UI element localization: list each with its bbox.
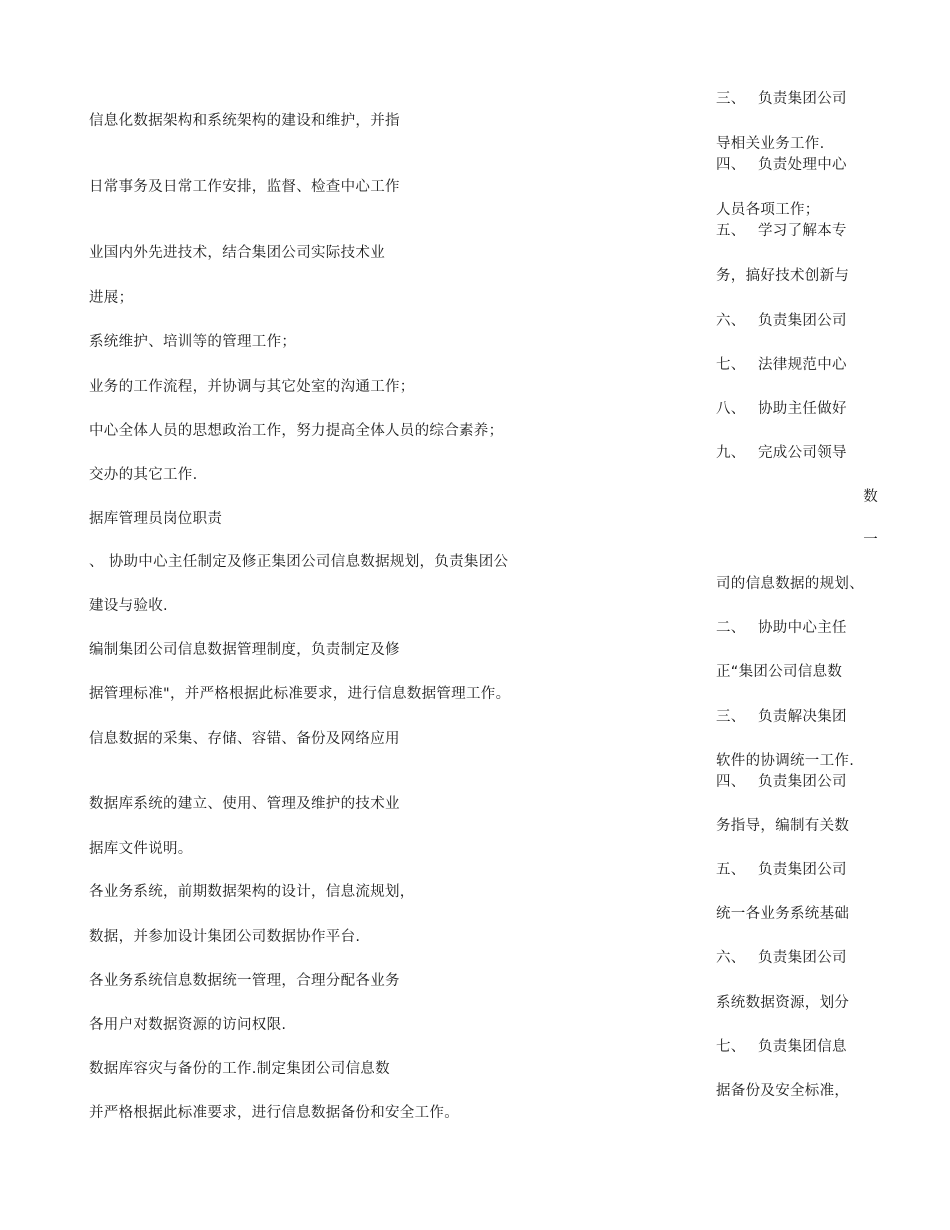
item-number: 三、 — [716, 91, 746, 107]
item-number: 七、 — [716, 1039, 746, 1055]
left-line: 、 协助中心主任制定及修正集团公司信息数据规划，负责集团公 — [89, 554, 509, 570]
left-line: 据库文件说明。 — [89, 841, 193, 857]
right-fragment: 数 — [863, 489, 878, 505]
left-line: 进展； — [89, 290, 134, 306]
right-numbered-item — [716, 222, 847, 240]
item-text: 完成公司领导 — [758, 445, 847, 461]
item-number: 五、 — [716, 223, 746, 239]
right-numbered-item — [716, 444, 847, 462]
left-line: 各用户对数据资源的访问权限. — [89, 1017, 287, 1033]
item-text: 负责处理中心 — [758, 157, 847, 173]
left-line: 建设与验收. — [89, 598, 168, 614]
right-line: 软件的协调统一工作. — [716, 753, 855, 769]
right-numbered-item — [716, 400, 847, 418]
left-line: 中心全体人员的思想政治工作，努力提高全体人员的综合素养； — [89, 423, 504, 439]
left-line: 各业务系统信息数据统一管理，合理分配各业务 — [89, 973, 400, 989]
item-text: 学习了解本专 — [758, 223, 847, 239]
item-text: 协助主任做好 — [758, 401, 847, 417]
left-line: 业国内外先进技术，结合集团公司实际技术业 — [89, 245, 385, 261]
left-line: 数据库容灾与备份的工作.制定集团公司信息数 — [89, 1061, 390, 1077]
right-numbered-item — [716, 312, 847, 330]
item-number: 四、 — [716, 774, 746, 790]
left-line: 编制集团公司信息数据管理制度，负责制定及修 — [89, 642, 400, 658]
right-line: 司的信息数据的规划、 — [716, 576, 864, 592]
item-number: 三、 — [716, 709, 746, 725]
right-numbered-item — [716, 861, 847, 879]
item-number: 五、 — [716, 862, 746, 878]
left-line: 数据，并参加设计集团公司数据协作平台. — [89, 929, 361, 945]
item-text: 负责集团公司 — [758, 91, 847, 107]
right-line: 系统数据资源，划分 — [716, 995, 850, 1011]
left-line: 据管理标准"，并严格根据此标准要求，进行信息数据管理工作。 — [89, 686, 511, 702]
right-line: 正“集团公司信息数 — [716, 664, 843, 680]
item-text: 负责集团信息 — [758, 1039, 847, 1055]
right-line: 导相关业务工作. — [716, 136, 825, 152]
left-line: 信息化数据架构和系统架构的建设和维护，并指 — [89, 113, 400, 129]
right-line: 务指导，编制有关数 — [716, 818, 850, 834]
left-line: 日常事务及日常工作安排，监督、检查中心工作 — [89, 179, 400, 195]
left-line: 各业务系统，前期数据架构的设计，信息流规划， — [89, 884, 415, 900]
item-number: 二、 — [716, 620, 746, 636]
item-text: 负责解决集团 — [758, 709, 847, 725]
item-number: 六、 — [716, 313, 746, 329]
right-line: 据备份及安全标准， — [716, 1083, 850, 1099]
item-text: 负责集团公司 — [758, 313, 847, 329]
left-line: 信息数据的采集、存储、容错、备份及网络应用 — [89, 731, 400, 747]
left-line: 并严格根据此标准要求，进行信息数据备份和安全工作。 — [89, 1105, 459, 1121]
item-number: 九、 — [716, 445, 746, 461]
right-line: 统一各业务系统基础 — [716, 906, 850, 922]
right-line: 务，搞好技术创新与 — [716, 268, 850, 284]
right-line: 人员各项工作； — [716, 202, 820, 218]
item-text: 法律规范中心 — [758, 357, 847, 373]
left-line: 数据库系统的建立、使用、管理及维护的技术业 — [89, 796, 400, 812]
right-numbered-item — [716, 156, 847, 174]
left-line: 系统维护、培训等的管理工作； — [89, 334, 297, 350]
item-text: 负责集团公司 — [758, 950, 847, 966]
right-numbered-item — [716, 949, 847, 967]
left-line: 业务的工作流程，并协调与其它处室的沟通工作； — [89, 379, 415, 395]
item-number: 四、 — [716, 157, 746, 173]
item-text: 负责集团公司 — [758, 774, 847, 790]
right-numbered-item — [716, 356, 847, 374]
item-number: 八、 — [716, 401, 746, 417]
item-text: 协助中心主任 — [758, 620, 847, 636]
right-numbered-item — [716, 1038, 847, 1056]
right-numbered-item — [716, 619, 847, 637]
right-numbered-item — [716, 90, 847, 108]
right-fragment: 一 — [863, 532, 878, 548]
left-line: 交办的其它工作. — [89, 467, 198, 483]
item-text: 负责集团公司 — [758, 862, 847, 878]
right-numbered-item — [716, 773, 847, 791]
item-number: 六、 — [716, 950, 746, 966]
item-number: 七、 — [716, 357, 746, 373]
right-numbered-item — [716, 708, 847, 726]
section-heading: 据库管理员岗位职责 — [89, 511, 223, 527]
